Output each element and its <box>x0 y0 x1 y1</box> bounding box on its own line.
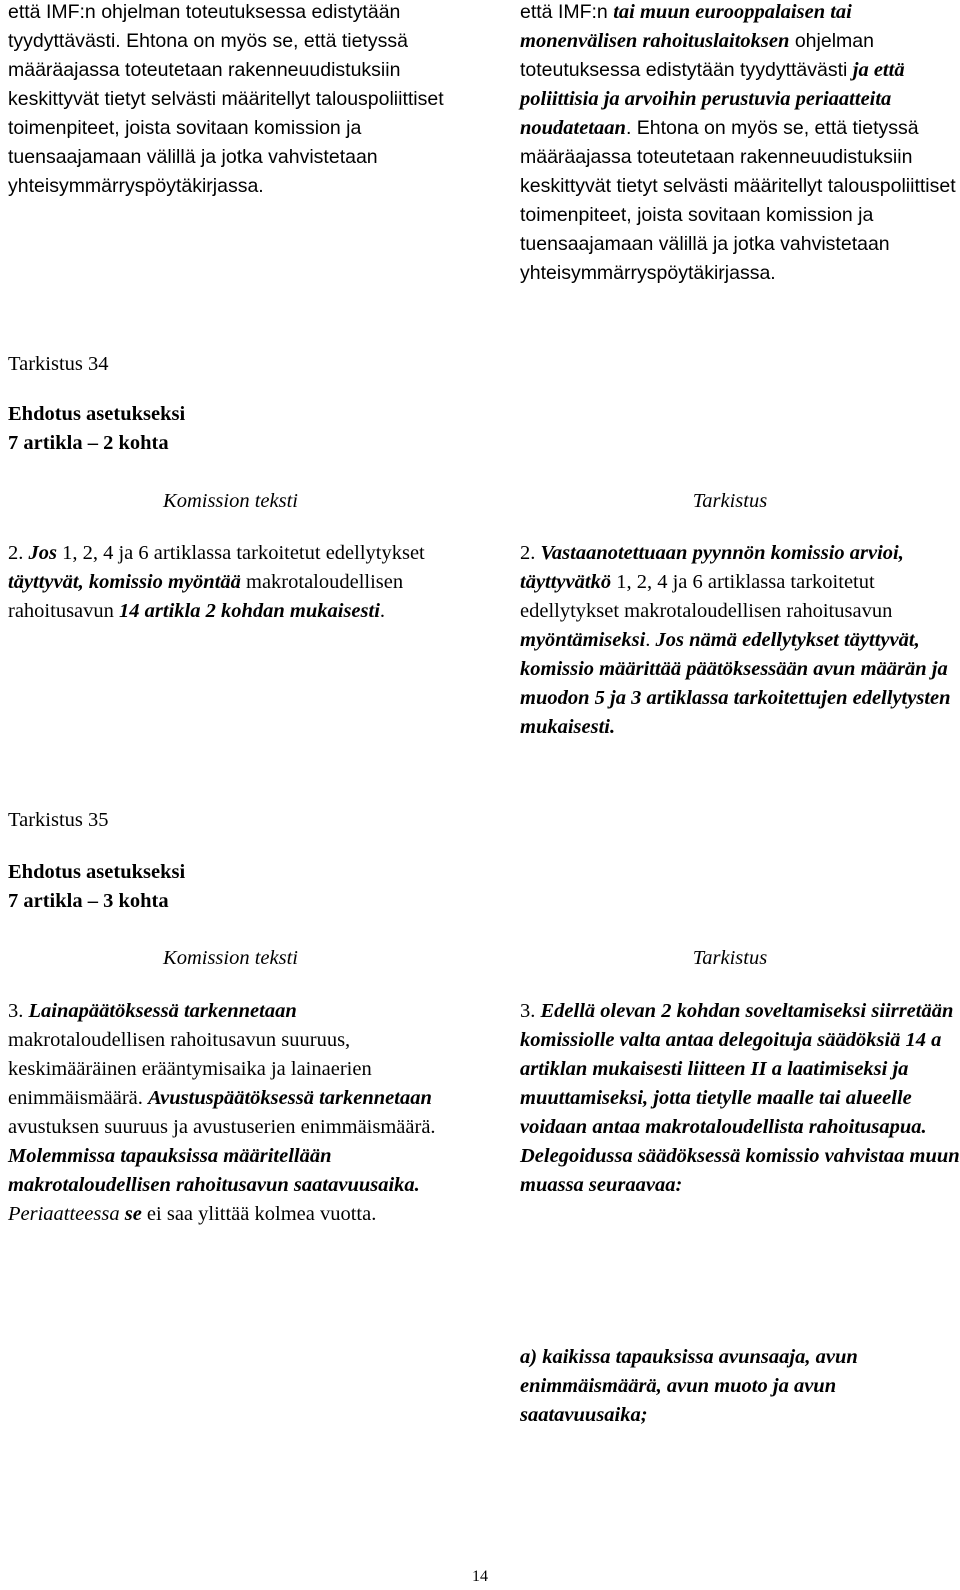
bold-italic-run: Jos nämä edellytykset täyttyvät, komissio määrittää päätöksessään avun määrän ja muodon 5 ja 3 artiklassa tarkoitettujen edellytysten mukaisesti. <box>520 629 951 738</box>
text-run: 1, 2, 4 ja 6 artiklassa tarkoitetut edellytykset <box>56 542 425 564</box>
page-number: 14 <box>472 1568 488 1585</box>
proposal-label: Ehdotus asetukseksi <box>8 861 186 883</box>
text-run: 1, 2, 4 ja 6 artiklassa tarkoitetut edellytykset makrotaloudellisen rahoitusavun <box>520 571 893 622</box>
text-run: avustuksen suuruus ja avustuserien enimmäismäärä. <box>8 1116 436 1138</box>
column-head-commission: Komission teksti <box>163 947 298 969</box>
top-left-text <box>8 0 453 201</box>
bold-italic-run: myöntämiseksi <box>520 629 646 651</box>
amendment-35-amended-point-a <box>520 1343 960 1430</box>
top-right-paragraph <box>520 0 960 288</box>
article-label: 7 artikla – 2 kohta <box>8 432 169 454</box>
bold-italic-run: 14 artikla 2 kohdan mukaisesti <box>119 600 380 622</box>
amendment-35-title: Tarkistus 35 <box>8 809 109 831</box>
text-run: makrotaloudellisen rahoitusavun suuruus, keskimääräinen erääntymisaika ja lainaerien enimmäismäärä. <box>8 1029 372 1109</box>
bold-italic-run: Avustuspäätöksessä tarkennetaan <box>148 1087 432 1109</box>
top-right-text <box>520 0 960 288</box>
amendment-34-title: Tarkistus 34 <box>8 353 109 375</box>
text-run: 2. <box>8 542 29 564</box>
bold-italic-run: täyttyvät, komissio myöntää <box>8 571 241 593</box>
amendment-34-amended-text <box>520 539 960 742</box>
bold-italic-run: Vastaanotettuaan pyynnön komissio arvioi, täyttyvätkö <box>520 542 904 593</box>
bold-italic-run: se <box>124 1203 142 1225</box>
amended-paragraph <box>520 997 960 1200</box>
text-run: . <box>379 600 386 622</box>
article-label: 7 artikla – 3 kohta <box>8 890 169 912</box>
top-right-run: . Ehtona on myös se, että tietyssä määräajassa toteutetaan rakenneuudistuksiin keskittyvät tietyt selvästi määritellyt talouspoliittiset toimenpiteet, joista sovitaan komission ja tuensaajamaan välillä ja jotka vahvistetaan yhteisymmärryspöytäkirjassa. <box>520 117 956 284</box>
column-head-amendment: Tarkistus <box>692 490 768 512</box>
amendment-35-header <box>8 858 185 916</box>
amendment-35-commission-text <box>8 997 453 1229</box>
amendment-34-commission-text <box>8 539 453 626</box>
top-left-paragraph: että IMF:n ohjelman toteutuksessa edistytään tyydyttävästi. Ehtona on myös se, että tietyssä määräajassa toteutetaan rakenneuudistuksiin keskittyvät tietyt selvästi määritellyt talouspoliittiset toimenpiteet, joista sovitaan komission ja tuensaajamaan välillä ja jotka vahvistetaan yhteisymmärryspöytäkirjassa. <box>8 1 444 197</box>
point-a-paragraph: a) kaikissa tapauksissa avunsaaja, avun enimmäismäärä, avun muoto ja avun saatavuusaika; <box>520 1346 858 1426</box>
bold-italic-run: Jos <box>28 542 57 564</box>
top-right-run: että IMF:n <box>520 1 614 23</box>
column-head-commission: Komission teksti <box>163 490 298 512</box>
top-right-bold-italic: ja että poliittisia ja arvoihin perustuvia periaatteita noudatetaan <box>520 59 905 139</box>
bold-italic-run: Molemmissa tapauksissa määritellään makrotaloudellisen rahoitusavun saatavuusaika. <box>8 1145 420 1196</box>
column-head-amendment: Tarkistus <box>692 947 768 969</box>
text-run: ei saa ylittää kolmea vuotta. <box>141 1203 377 1225</box>
top-right-bold-italic: tai muun eurooppalaisen tai monenvälisen rahoituslaitoksen <box>520 1 852 52</box>
commission-paragraph <box>8 539 453 626</box>
amendment-35-amended-text <box>520 997 960 1200</box>
text-run: 2. <box>520 542 541 564</box>
text-run: 3. <box>8 1000 29 1022</box>
amended-paragraph <box>520 539 960 742</box>
commission-paragraph <box>8 997 453 1229</box>
bold-italic-run: Edellä olevan 2 kohdan soveltamiseksi siirretään komissiolle valta antaa delegoituja säädöksiä 14 a artiklan mukaisesti liitteen II a laatimiseksi ja muuttamiseksi, jotta tietylle maalle tai alueelle voidaan antaa makrotaloudellista rahoitusapua. Delegoidussa säädöksessä komissio vahvistaa muun muassa seuraavaa: <box>520 1000 960 1196</box>
top-right-run: ohjelman toteutuksessa edistytään tyydyttävästi <box>520 30 874 81</box>
amendment-34-header <box>8 400 185 458</box>
text-run: makrotaloudellisen rahoitusavun <box>8 571 404 622</box>
italic-run: Periaatteessa <box>8 1203 120 1225</box>
text-run: 3. <box>520 1000 541 1022</box>
text-run: . <box>645 629 656 651</box>
bold-italic-run: Lainapäätöksessä tarkennetaan <box>28 1000 297 1022</box>
proposal-label: Ehdotus asetukseksi <box>8 403 186 425</box>
